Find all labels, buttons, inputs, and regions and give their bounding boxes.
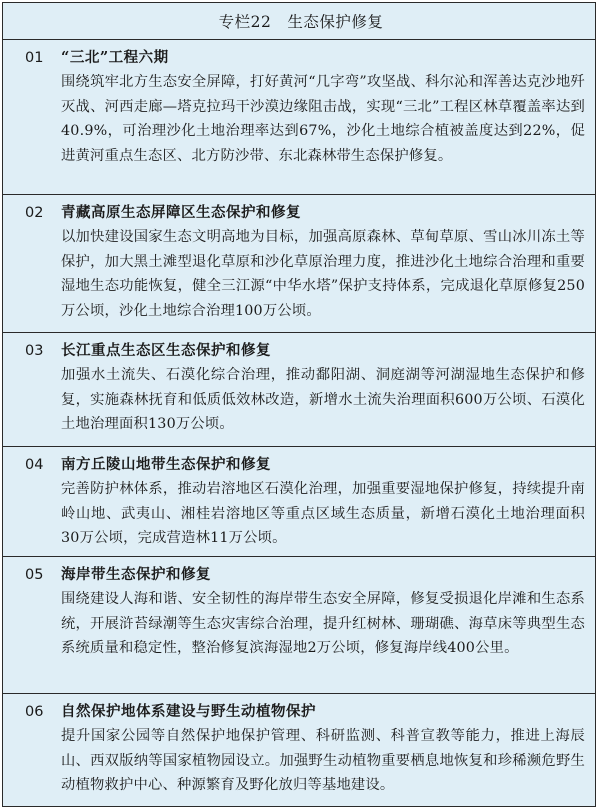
section-04 <box>3 447 595 557</box>
section-title: “三北”工程六期 <box>61 49 169 66</box>
section-01 <box>3 40 595 195</box>
section-title: 南方丘陵山地带生态保护和修复 <box>61 456 271 473</box>
section-body: 以加快建设国家生态文明高地为目标，加强高原森林、草甸草原、雪山冰川冻土等保护，加大黑土滩型退化草原和沙化草原治理力度，推进沙化土地综合治理和重要湿地生态功能恢复，健全三江源“中华水塔”保护支持体系，完成退化草原修复250万公顷，沙化土地综合治理100万公顷。 <box>61 229 585 319</box>
section-05 <box>3 557 595 694</box>
section-number: 05 <box>25 567 44 583</box>
section-03 <box>3 333 595 447</box>
section-body: 完善防护林体系，推动岩溶地区石漠化治理，加强重要湿地保护修复，持续提升南岭山地、武夷山、湘桂岩溶地区等重点区域生态质量，新增石漠化土地治理面积30万公顷，完成营造林11万公顷。 <box>61 481 585 547</box>
section-06 <box>3 694 595 807</box>
section-title: 自然保护地体系建设与野生动植物保护 <box>61 703 316 720</box>
section-title: 长江重点生态区生态保护和修复 <box>61 342 271 359</box>
section-number: 06 <box>25 704 44 720</box>
section-title: 青藏高原生态屏障区生态保护和修复 <box>61 204 301 221</box>
box-title: 生态保护修复 <box>287 13 384 31</box>
section-body: 加强水土流失、石漠化综合治理，推动鄱阳湖、洞庭湖等河湖湿地生态保护和修复，实施森林抚育和低质低效林改造，新增水土流失治理面积600万公顷、石漠化土地治理面积130万公顷。 <box>61 367 585 433</box>
section-title: 海岸带生态保护和修复 <box>61 566 211 583</box>
section-02 <box>3 195 595 333</box>
section-body: 围绕建设人海和谐、安全韧性的海岸带生态安全屏障，修复受损退化岸滩和生态系统，开展浒苔绿潮等生态灾害综合治理，提升红树林、珊瑚礁、海草床等典型生态系统质量和稳定性，整治修复滨海湿地2万公顷，修复海岸线400公里。 <box>61 591 585 657</box>
section-number: 04 <box>25 457 44 473</box>
section-number: 02 <box>25 205 44 221</box>
section-number: 01 <box>25 50 44 66</box>
section-number: 03 <box>25 343 44 359</box>
box-title-bar <box>3 3 595 40</box>
box-number: 专栏22 <box>218 13 272 31</box>
section-body: 提升国家公园等自然保护地保护管理、科研监测、科普宣教等能力，推进上海辰山、西双版纳等国家植物园设立。加强野生动植物重要栖息地恢复和珍稀濒危野生动植物救护中心、种源繁育及野化放归等基地建设。 <box>61 728 585 794</box>
feature-box <box>2 2 596 807</box>
section-body: 围绕筑牢北方生态安全屏障，打好黄河“几字弯”攻坚战、科尔沁和浑善达克沙地歼灭战、河西走廊—塔克拉玛干沙漠边缘阻击战，实现“三北”工程区林草覆盖率达到40.9%，可治理沙化土地治理率达到67%，沙化土地综合植被盖度达到22%，促进黄河重点生态区、北方防沙带、东北森林带生态保护修复。 <box>61 74 585 164</box>
